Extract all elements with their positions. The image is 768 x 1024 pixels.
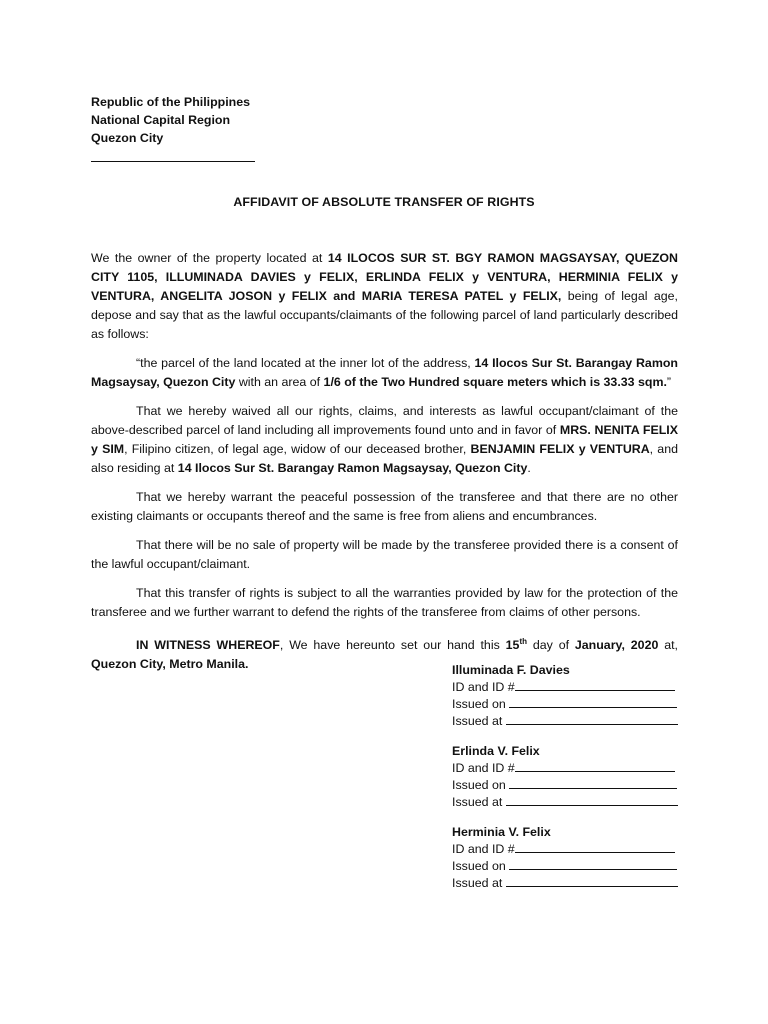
paragraph-no-sale: That there will be no sale of property will be made by the transferee provided there is a consent of the lawful occupant/claimant. [91,538,678,571]
text-segment: That we hereby waived all our rights, claims, and interests as lawful occupant/claimant of the above-described parcel of land including all improvements found unto and in favor of [91,404,678,437]
blank-line [506,713,678,725]
paragraph-property-description [91,354,678,392]
text-segment: , and also residing at [91,442,678,475]
text-segment: We the owner of the property located at [91,251,328,265]
text-bold-segment: 15 [505,638,520,653]
id-field [452,760,682,777]
document-body [91,249,678,684]
issued-at-field [452,713,682,730]
paragraph-parties [91,249,678,344]
text-bold-segment: 1/6 of the Two Hundred square meters which is 33.33 sqm. [323,375,667,389]
text-bold-segment: 14 Ilocos Sur St. Barangay Ramon Magsaysay, Quezon City [91,356,678,389]
text-segment: being of legal age, depose and say that as the lawful occupants/claimants of the following parcel of land particularly described as follows: [91,289,679,341]
issued-at-label: Issued at [452,876,503,890]
document-title: AFFIDAVIT OF ABSOLUTE TRANSFER OF RIGHTS [233,195,535,209]
signature-block [452,662,682,730]
signatory-name: Herminia V. Felix [452,825,551,839]
issued-on-label: Issued on [452,859,506,873]
issued-at-field [452,794,682,811]
issued-at-field [452,875,682,892]
header-country: Republic of the Philippines [91,95,251,109]
text-bold-segment: BENJAMIN FELIX y VENTURA [470,442,650,456]
text-segment: day of [527,638,575,653]
document-header [91,93,255,162]
blank-line [515,760,675,772]
signature-block [452,743,682,811]
text-bold-segment: IN WITNESS WHEREOF [136,638,280,653]
blank-line [509,696,677,708]
header-blank-line [91,147,255,162]
issued-on-field [452,777,682,794]
text-segment: , We have hereunto set our hand this [279,638,506,653]
text-bold-segment: 14 ILOCOS SUR ST. BGY RAMON MAGSAYSAY, QUEZON CITY 1105, ILLUMINADA DAVIES y FELIX, ERLINDA FELIX y VENTURA, HERMINIA FELIX y VENTURA, ANGELITA JOSON y FELIX and MARIA TERESA PATEL y FELIX, [91,251,678,303]
text-segment: with an area of [235,375,324,389]
blank-line [506,875,678,887]
paragraph-waiver [91,402,678,478]
signatory-name: Illuminada F. Davies [452,663,570,677]
issued-on-field [452,696,682,713]
issued-at-label: Issued at [452,795,503,809]
id-label: ID and ID # [452,680,515,694]
text-segment: , Filipino citizen, of legal age, widow of our deceased brother, [124,442,471,456]
header-city: Quezon City [91,131,164,145]
id-field [452,841,682,858]
signature-block [452,824,682,892]
paragraph-warranties: That this transfer of rights is subject to all the warranties provided by law for the protection of the transferee and we further warrant to defend the rights of the transferee from claims of other persons. [91,586,678,619]
header-region: National Capital Region [91,113,231,127]
id-field [452,679,682,696]
text-bold-segment: January, 2020 [574,638,659,653]
blank-line [515,841,675,853]
text-segment: . [527,461,531,475]
blank-line [506,794,678,806]
text-bold-segment: 14 Ilocos Sur St. Barangay Ramon Magsaysay, Quezon City [177,461,528,475]
text-bold-segment: MRS. NENITA FELIX y SIM [91,423,678,456]
id-label: ID and ID # [452,761,515,775]
issued-on-field [452,858,682,875]
issued-on-label: Issued on [452,697,506,711]
issued-on-label: Issued on [452,778,506,792]
blank-line [509,777,677,789]
id-label: ID and ID # [452,842,515,856]
text-bold-segment: Quezon City, Metro Manila. [91,657,249,672]
text-segment: “the parcel of the land located at the inner lot of the address, [136,356,475,370]
ordinal-suffix: th [519,637,527,646]
signatory-name: Erlinda V. Felix [452,744,540,758]
text-segment: ” [666,375,672,389]
issued-at-label: Issued at [452,714,503,728]
text-segment: at, [658,638,678,653]
paragraph-warranty-possession: That we hereby warrant the peaceful possession of the transferee and that there are no other existing claimants or occupants thereof and the same is free from aliens and encumbrances. [91,490,678,523]
blank-line [509,858,677,870]
blank-line [515,679,675,691]
